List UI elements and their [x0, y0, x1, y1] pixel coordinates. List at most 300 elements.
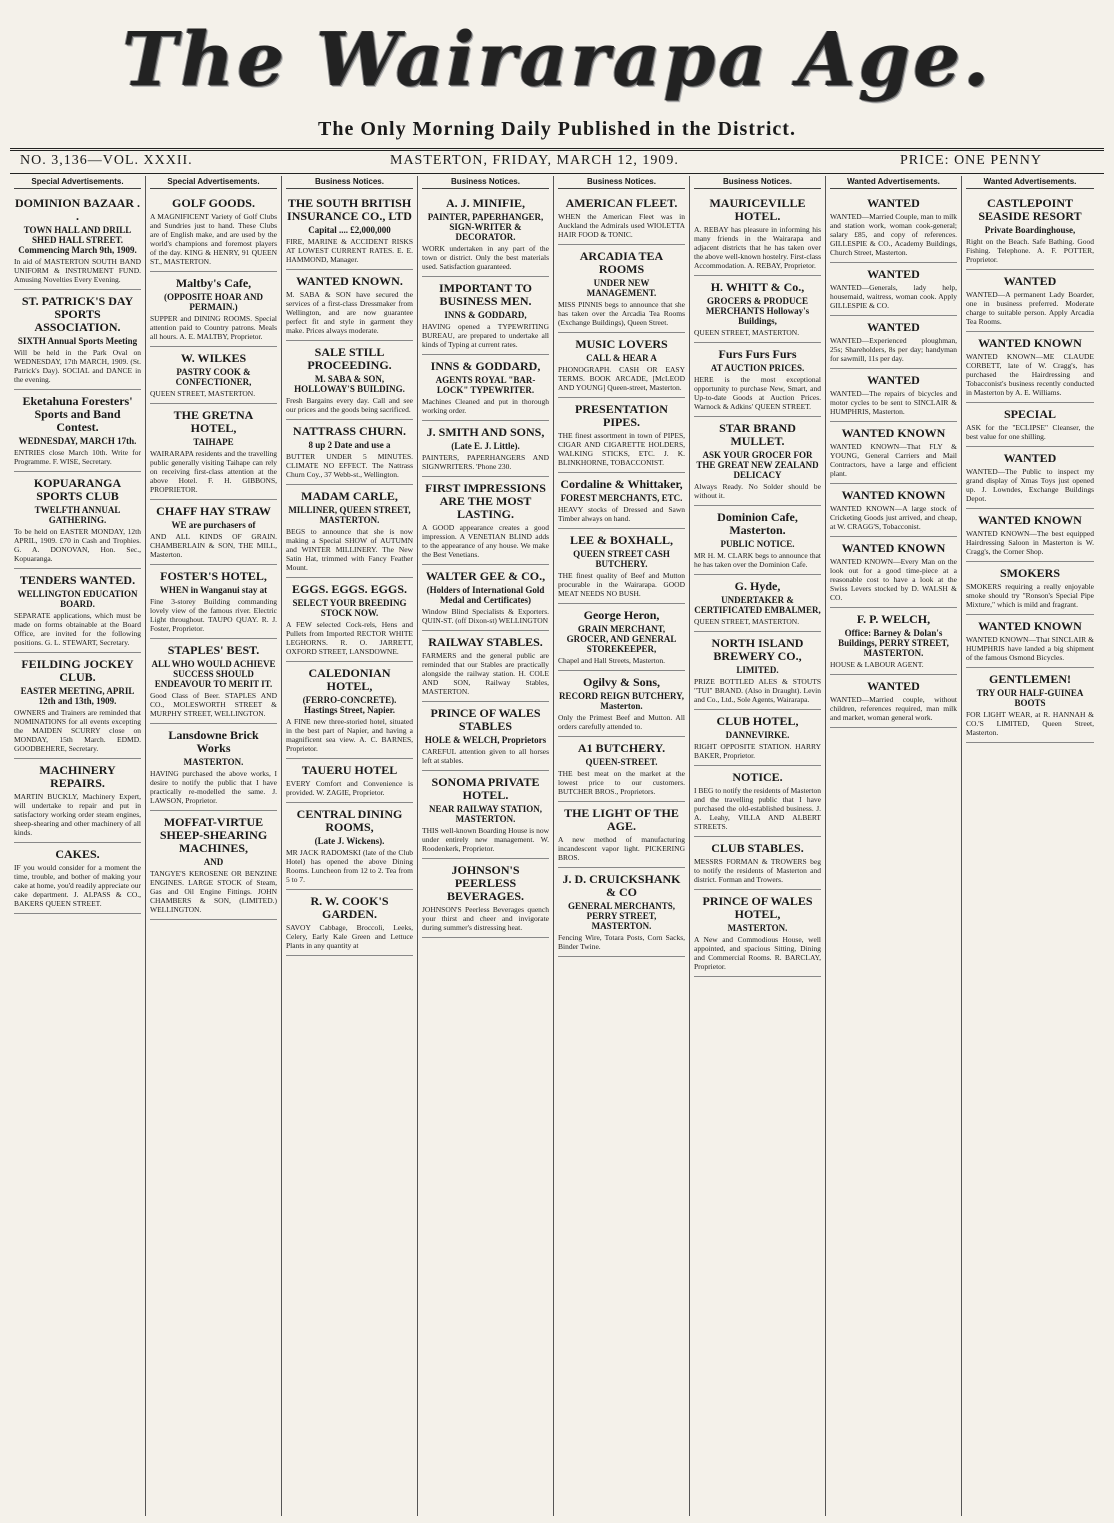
ad-subtitle: AGENTS ROYAL "BAR-LOCK" TYPEWRITER.	[435, 375, 536, 395]
ad-subtitle: GROCERS & PRODUCE MERCHANTS Holloway's Buildings,	[705, 296, 810, 326]
bottom-rule	[10, 173, 1104, 174]
advertisement	[150, 724, 277, 811]
ad-title: TAUERU HOTEL	[301, 763, 398, 777]
ad-title: EGGS. EGGS. EGGS.	[291, 582, 408, 596]
column-heading: Special Advertisements.	[14, 176, 141, 189]
newspaper-title: The Wairarapa Age.	[122, 17, 992, 103]
ad-title: CAKES.	[55, 847, 100, 861]
advertisement	[830, 484, 957, 537]
advertisement	[286, 270, 413, 341]
ad-subtitle: TRY OUR HALF-GUINEA BOOTS	[976, 688, 1084, 708]
ad-body: THIS well-known Boarding House is now under entirely new management. W. Roodenkerk, Proprietor.	[422, 826, 549, 853]
dateline	[10, 153, 1104, 171]
advertisement	[422, 421, 549, 477]
ad-body: A MAGNIFICENT Variety of Golf Clubs and Sundries just to hand. These Clubs are of English make, and are used by the world's champions and foremost players of the day. KING & HENRY, 91 QUEEN ST., MASTERTON.	[150, 212, 277, 266]
advertisement	[14, 759, 141, 843]
ad-subtitle: FOREST MERCHANTS, ETC.	[560, 493, 683, 503]
ad-body: RIGHT OPPOSITE STATION. HARRY BAKER, Proprietor.	[694, 742, 821, 760]
advertisement	[150, 500, 277, 565]
ad-body: MISS PINNIS begs to announce that she has taken over the Arcadia Tea Rooms (Exchange Buildings), Queen Street.	[558, 300, 685, 327]
ad-body: HAVING opened a TYPEWRITING BUREAU, are prepared to undertake all kinds of Typing at current rates.	[422, 322, 549, 349]
price: PRICE: ONE PENNY	[900, 153, 1043, 168]
ad-body: PRIZE BOTTLED ALES & STOUTS "TUI" BRAND. (Also in Draught). Levin and Co., Ltd., Sole Agents, Wairarapa.	[694, 677, 821, 704]
ad-title: Cordaline & Whittaker,	[560, 477, 683, 491]
advertisement	[966, 270, 1094, 332]
column-2	[146, 176, 282, 1516]
ad-title: WANTED	[867, 679, 920, 693]
ad-body: IF you would consider for a moment the time, trouble, and bother of making your cake at home, you'd readily appreciate our cake department. J. ALPASS & CO., BAKERS QUEEN STREET.	[14, 863, 141, 908]
ad-body: PAINTERS, PAPERHANGERS AND SIGNWRITERS. 'Phone 230.	[422, 453, 549, 471]
ad-subtitle: PASTRY COOK & CONFECTIONER,	[175, 367, 252, 387]
ad-subtitle: SIXTH Annual Sports Meeting	[17, 336, 138, 346]
ad-title: WANTED KNOWN	[978, 336, 1082, 350]
ad-subtitle: 8 up 2 Date and use a	[308, 440, 391, 450]
ad-title: WANTED KNOWN	[841, 541, 946, 555]
ad-body: WANTED KNOWN—ME CLAUDE CORBETT, late of W. Cragg's, has purchased the Hairdressing and Tobacconist's business recently conducted in Masterton by A. E. Williams.	[966, 352, 1094, 397]
ad-subtitle: DANNEVIRKE.	[725, 730, 790, 740]
advertisement	[966, 509, 1094, 562]
ad-subtitle: WEDNESDAY, MARCH 17th.	[18, 436, 137, 446]
advertisement	[694, 506, 821, 575]
advertisement	[558, 604, 685, 671]
advertisement	[558, 192, 685, 245]
ad-body: A new method of manufacturing incandescent vapor light. PICKERING BROS.	[558, 835, 685, 862]
ad-title: Furs Furs Furs	[718, 347, 797, 361]
column-3	[282, 176, 418, 1516]
ad-subtitle: MASTERTON.	[183, 757, 244, 767]
ad-body: MARTIN BUCKLY, Machinery Expert, will undertake to repair and put in satisfactory working order steam engines, sheep-shearing and other machinery of all kinds.	[14, 792, 141, 837]
ad-title: FIRST IMPRESSIONS ARE THE MOST LASTING.	[425, 481, 546, 521]
ad-body: Machines Cleaned and put in thorough working order.	[422, 397, 549, 415]
advertisement	[694, 192, 821, 276]
ad-title: KOPUARANGA SPORTS CLUB	[33, 476, 122, 503]
advertisement	[558, 868, 685, 957]
advertisement	[694, 276, 821, 343]
ad-title: Eketahuna Foresters' Sports and Band Contest.	[22, 394, 133, 434]
ad-body: WANTED—The Public to inspect my grand display of Xmas Toys just opened up. J. Lowndes, Exchange Buildings Depot.	[966, 467, 1094, 503]
ad-title: MUSIC LOVERS	[575, 337, 668, 351]
ad-title: SPECIAL	[1003, 407, 1056, 421]
ad-subtitle: LIMITED.	[736, 665, 779, 675]
ad-title: INNS & GODDARD,	[430, 359, 541, 373]
ad-body: WORK undertaken in any part of the town or district. Only the best materials used. Satisfaction guaranteed.	[422, 244, 549, 271]
ad-subtitle: PAINTER, PAPERHANGER, SIGN-WRITER & DECORATOR.	[427, 212, 544, 242]
ad-subtitle: QUEEN-STREET.	[585, 757, 658, 767]
advertisement	[830, 537, 957, 608]
ad-subtitle: NEAR RAILWAY STATION, MASTERTON.	[429, 804, 542, 824]
column-heading: Wanted Advertisements.	[966, 176, 1094, 189]
ad-body: CAREFUL attention given to all horses left at stables.	[422, 747, 549, 765]
ad-title: CALEDONIAN HOTEL,	[308, 666, 391, 693]
ad-title: WANTED KNOWN	[978, 513, 1082, 527]
ad-subtitle: Office: Barney & Dolan's Buildings, PERRY STREET, MASTERTON.	[838, 628, 949, 658]
ad-title: WANTED	[867, 267, 920, 281]
advertisement	[966, 332, 1094, 403]
ad-body: Always Ready. No Solder should be without it.	[694, 482, 821, 500]
newspaper-subtitle: The Only Morning Daily Published in the District.	[318, 118, 796, 140]
advertisement	[422, 355, 549, 421]
ad-subtitle: GENERAL MERCHANTS, PERRY STREET, MASTERTON.	[567, 901, 675, 931]
ad-title: WANTED	[1003, 274, 1057, 288]
advertisement	[830, 263, 957, 316]
ad-body: A. REBAY has pleasure in informing his many friends in the Wairarapa and adjacent districts that he has taken over the above well-known hostelry. First-class Accommodation. A. REBAY, Proprietor.	[694, 225, 821, 270]
ad-body: THE finest assortment in town of PIPES, CIGAR AND CIGARETTE HOLDERS, WALKING STICKS, ETC. J. K. BLINKHORNE, TOBACCONIST.	[558, 431, 685, 467]
ad-title: WANTED KNOWN	[978, 619, 1082, 633]
advertisement	[422, 702, 549, 771]
ad-title: R. W. COOK'S GARDEN.	[310, 894, 389, 921]
advertisement	[694, 837, 821, 890]
top-rule	[10, 148, 1104, 151]
ad-title: PRINCE OF WALES STABLES	[430, 706, 541, 733]
ad-body: WHEN the American Fleet was in Auckland the Admirals used WIOLETTA HAIR FOOD & TONIC.	[558, 212, 685, 239]
ad-title: JOHNSON'S PEERLESS BEVERAGES.	[446, 863, 525, 903]
ad-body: WANTED—Generals, lady help, housemaid, waitress, woman cook. Apply GILLESPIE & CO.	[830, 283, 957, 310]
advertisement	[150, 192, 277, 272]
ad-body: To be held on EASTER MONDAY, 12th APRIL, 1909. £70 in Cash and Trophies. G. A. DONOVAN, Hon. Sec., Kopuaranga.	[14, 527, 141, 563]
ad-body: Will be held in the Park Oval on WEDNESDAY, 17th MARCH, 1909. (St. Patrick's Day). SOCIAL and DANCE in the evening.	[14, 348, 141, 384]
ad-subtitle: (Late J. Wickens).	[314, 836, 385, 846]
ad-body: EVERY Comfort and Convenience is provided. W. ZAGIE, Proprietor.	[286, 779, 413, 797]
ad-title: THE GRETNA HOTEL,	[173, 408, 254, 435]
ad-body: HOUSE & LABOUR AGENT.	[830, 660, 924, 669]
ad-body: JOHNSON'S Peerless Beverages quench your thirst and cheer and invigorate during summer's distressing heat.	[422, 905, 549, 932]
advertisement	[422, 192, 549, 277]
ad-title: A1 BUTCHERY.	[577, 741, 666, 755]
ad-title: NATTRASS CHURN.	[292, 424, 407, 438]
ad-title: WANTED KNOWN	[841, 426, 946, 440]
ad-body: WANTED—Married couple, without children, references required, man milk and market, woman general work.	[830, 695, 957, 722]
ad-title: WANTED KNOWN	[841, 488, 946, 502]
ad-title: FEILDING JOCKEY CLUB.	[21, 657, 134, 684]
advertisement	[966, 615, 1094, 668]
advertisement	[422, 631, 549, 702]
ad-body: In aid of MASTERTON SOUTH BAND UNIFORM & INSTRUMENT FUND. Amusing Novelties Every Evening.	[14, 257, 141, 284]
ad-body: ASK for the "ECLIPSE" Cleanser, the best value for one shilling.	[966, 423, 1094, 441]
ad-title: GOLF GOODS.	[172, 196, 255, 210]
ad-title: STAR BRAND MULLET.	[719, 421, 796, 448]
ad-body: Good Class of Beer. STAPLES AND CO., MOLESWORTH STREET & MURPHY STREET, WELLINGTON.	[150, 691, 277, 718]
ad-title: Dominion Cafe, Masterton.	[717, 510, 798, 537]
ad-body: QUEEN STREET, MASTERTON.	[150, 389, 256, 398]
ad-subtitle: (FERRO-CONCRETE). Hastings Street, Napier.	[302, 695, 397, 715]
ad-body: WANTED—The repairs of bicycles and motor cycles to be sent to SINCLAIR & HUMPHRIS, Masterton.	[830, 389, 957, 416]
advertisement	[830, 192, 957, 263]
ad-body: PHONOGRAPH. CASH OR EASY TERMS. BOOK ARCADE, [McLEOD AND YOUNG] Queen-street, Masterton.	[558, 365, 685, 392]
ad-body: TANGYE'S KEROSENE OR BENZINE ENGINES. LARGE STOCK of Steam, Gas and Oil Engine Fittings. JOHN CHAMBERS & SON, (LIMITED.) WELLINGTON.	[150, 869, 277, 914]
ad-title: DOMINION BAZAAR . .	[14, 196, 140, 223]
ad-title: STAPLES' BEST.	[167, 643, 260, 657]
ad-body: WAIRARAPA residents and the travelling public generally visiting Taihape can rely on receiving first-class attention at the above Hotel. F. H. GIBBONS, PROPRIETOR.	[150, 449, 277, 494]
ad-body: WANTED—Experienced ploughman, 25s; Shareholders, 8s per day; handyman for sawmill, 11s per day.	[830, 336, 957, 363]
advertisement	[286, 192, 413, 270]
ad-title: WANTED	[867, 373, 920, 387]
advertisement	[694, 343, 821, 417]
ad-title: AMERICAN FLEET.	[565, 196, 678, 210]
column-5	[554, 176, 690, 1516]
ad-subtitle: Private Boardinghouse,	[984, 225, 1076, 235]
ad-title: RAILWAY STABLES.	[428, 635, 543, 649]
column-4	[418, 176, 554, 1516]
ad-title: WANTED	[867, 196, 920, 210]
ad-subtitle: RECORD REIGN BUTCHERY, Masterton.	[558, 691, 685, 711]
advertisement	[694, 710, 821, 766]
advertisement	[966, 562, 1094, 615]
ad-title: WANTED	[1003, 451, 1057, 465]
ad-title: CASTLEPOINT SEASIDE RESORT	[978, 196, 1082, 223]
advertisement	[694, 890, 821, 977]
ad-title: NORTH ISLAND BREWERY CO.,	[711, 636, 804, 663]
ad-title: FOSTER'S HOTEL,	[160, 569, 267, 583]
ad-title: GENTLEMEN!	[988, 672, 1071, 686]
advertisement	[694, 766, 821, 837]
ad-title: George Heron,	[583, 608, 660, 622]
ad-title: WANTED	[867, 320, 920, 334]
ad-body: HERE is the most exceptional opportunity to purchase New, Smart, and Up-to-date Goods at Auction Prices. Warnock & Adkins' QUEEN STREET.	[694, 375, 821, 411]
ad-subtitle: WE are purchasers of	[171, 520, 256, 530]
ad-subtitle: INNS & GODDARD,	[444, 310, 527, 320]
ad-title: PRINCE OF WALES HOTEL,	[702, 894, 813, 921]
ad-body: Only the Primest Beef and Mutton. All orders carefully attended to.	[558, 713, 685, 731]
ad-subtitle: MILLINER, QUEEN STREET, MASTERTON.	[288, 505, 411, 525]
advertisement	[830, 675, 957, 728]
column-heading: Business Notices.	[422, 176, 549, 189]
ad-body: BUTTER UNDER 5 MINUTES. CLIMATE NO EFFECT. The Nattrass Churn Coy., 37 Webb-st., Wellington.	[286, 452, 413, 479]
ad-title: THE SOUTH BRITISH INSURANCE CO., LTD	[287, 196, 412, 223]
advertisement	[694, 417, 821, 506]
advertisement	[286, 485, 413, 578]
ad-title: NOTICE.	[732, 770, 783, 784]
ad-body: WANTED KNOWN—That SINCLAIR & HUMPHRIS have landed a big shipment of the famous Osmond Bicycles.	[966, 635, 1094, 662]
ad-title: Lansdowne Brick Works	[168, 728, 259, 755]
column-heading: Business Notices.	[286, 176, 413, 189]
advertisement	[14, 290, 141, 390]
column-7	[826, 176, 962, 1516]
ad-body: FOR LIGHT WEAR, at R. HANNAH & CO.'S LIMITED, Queen Street, Masterton.	[966, 710, 1094, 737]
column-1	[10, 176, 146, 1516]
advertisement	[14, 472, 141, 569]
ad-title: MOFFAT-VIRTUE SHEEP-SHEARING MACHINES,	[159, 815, 268, 855]
ad-body: A New and Commodious House, well appointed, and spacious Sitting, Dining and Commercial Rooms. R. BARCLAY, Proprietor.	[694, 935, 821, 971]
ad-body: SMOKERS requiring a really enjoyable smoke should try "Ronson's Special Pipe Mixture," which is mild and fragrant.	[966, 582, 1094, 609]
ad-title: A. J. MINIFIE,	[445, 196, 525, 210]
ad-body: AND ALL KINDS OF GRAIN. CHAMBERLAIN & SON, THE MILL, Masterton.	[150, 532, 277, 559]
ad-subtitle: MASTERTON.	[727, 923, 788, 933]
ad-body: Chapel and Hall Streets, Masterton.	[558, 656, 666, 665]
advertisement	[422, 565, 549, 631]
ad-body: OWNERS and Trainers are reminded that NOMINATIONS for all events excepting the MAIDEN SCURRY close on MONDAY, 15th March. EDMD. GOODBEHERE, Secretary.	[14, 708, 141, 753]
ad-body: MR H. M. CLARK begs to announce that he has taken over the Dominion Cafe.	[694, 551, 821, 569]
ad-body: A FEW selected Cock-rels, Hens and Pullets from Imported RECTOR WHITE LEGHORNS. R. O. JARRETT, OXFORD STREET, LANSDOWNE.	[286, 620, 413, 656]
ad-subtitle: (Holders of International Gold Medal and Certificates)	[426, 585, 545, 605]
ad-body: WANTED KNOWN—That FLY & YOUNG, General Carriers and Mail Contractors, have a large and efficient plant.	[830, 442, 957, 478]
ad-subtitle: QUEEN STREET CASH BUTCHERY.	[573, 549, 670, 569]
advertisement	[286, 662, 413, 759]
ad-subtitle: AND	[203, 857, 224, 867]
advertisement	[558, 398, 685, 473]
advertisement	[150, 811, 277, 920]
advertisement	[694, 632, 821, 710]
ad-body: HAVING purchased the above works, I desire to notify the public that I have practically re-modelled the same. J. LAWSON, Proprietor.	[150, 769, 277, 805]
ad-title: THE LIGHT OF THE AGE.	[564, 806, 679, 833]
advertisement	[286, 341, 413, 420]
ad-body: FIRE, MARINE & ACCIDENT RISKS AT LOWEST CURRENT RATES. E. E. HAMMOND, Manager.	[286, 237, 413, 264]
ad-body: SUPPER and DINING ROOMS. Special attention paid to Country patrons. Meals all hours. A. E. MALTBY, Proprietor.	[150, 314, 277, 341]
ad-subtitle: M. SABA & SON, HOLLOWAY'S BUILDING.	[294, 374, 405, 394]
ad-subtitle: WHEN in Wanganui stay at	[159, 585, 268, 595]
ad-body: MESSRS FORMAN & TROWERS beg to notify the residents of Masterton and district. Forman and Trowers.	[694, 857, 821, 884]
ad-title: CENTRAL DINING ROOMS,	[296, 807, 403, 834]
advertisement	[422, 771, 549, 859]
ad-subtitle: (OPPOSITE HOAR AND PERMAIN.)	[163, 292, 263, 312]
ad-title: W. WILKES	[180, 351, 247, 365]
advertisement	[558, 802, 685, 868]
ad-title: Maltby's Cafe,	[175, 276, 252, 290]
ad-body: THE best meat on the market at the lowest price to our customers. BUTCHER BROS., Proprietors.	[558, 769, 685, 796]
ad-body: WANTED KNOWN—A large stock of Cricketing Goods just arrived, and cheap, at W. CRAGG'S, Tobacconist.	[830, 504, 957, 531]
ad-title: CLUB STABLES.	[711, 841, 804, 855]
masthead	[0, 0, 1114, 168]
ad-body: HEAVY stocks of Dressed and Sawn Timber always on hand.	[558, 505, 685, 523]
issue-number: NO. 3,136—VOL. XXXII.	[20, 153, 193, 168]
ad-body: Window Blind Specialists & Exporters. QUIN-ST. (off Dixon-st) WELLINGTON	[422, 607, 549, 625]
ad-subtitle: HOLE & WELCH, Proprietors	[424, 735, 547, 745]
ad-title: G. Hyde,	[734, 579, 781, 593]
ad-title: SMOKERS	[999, 566, 1060, 580]
ad-subtitle: TWELFTH ANNUAL GATHERING.	[34, 505, 121, 525]
ad-title: CLUB HOTEL,	[716, 714, 799, 728]
ad-body: Fresh Bargains every day. Call and see our prices and the goods being sacrificed.	[286, 396, 413, 414]
ad-subtitle: ASK YOUR GROCER FOR THE GREAT NEW ZEALAND DELICACY	[696, 450, 819, 480]
ad-body: SEPARATE applications, which must be made on forms obtainable at the Board Office, are invited for the following positions. G. L. STEWART, Secretary.	[14, 611, 141, 647]
ad-subtitle: CALL & HEAR A	[586, 353, 657, 363]
advertisement	[830, 608, 957, 675]
ad-body: Fencing Wire, Totara Posts, Corn Sacks, Binder Twine.	[558, 933, 685, 951]
ad-title: ARCADIA TEA ROOMS	[579, 249, 664, 276]
ad-title: MACHINERY REPAIRS.	[39, 763, 116, 790]
ad-body: Right on the Beach. Safe Bathing. Good Fishing. Telephone. A. F. POTTER, Proprietor.	[966, 237, 1094, 264]
column-8	[962, 176, 1098, 1516]
ad-subtitle: GRAIN MERCHANT, GROCER, AND GENERAL STOREKEEPER,	[566, 624, 677, 654]
advertisement	[966, 447, 1094, 509]
column-6	[690, 176, 826, 1516]
ad-title: LEE & BOXHALL,	[569, 533, 674, 547]
advertisement	[558, 333, 685, 398]
ad-body: QUEEN STREET, MASTERTON.	[694, 328, 800, 337]
ad-title: H. WHITT & Co.,	[710, 280, 805, 294]
ad-body: I BEG to notify the residents of Masterton and the travelling public that I have purchased the old-established business. J. A. Leahy, VILLA AND ALBERT STREETS.	[694, 786, 821, 831]
advertisement	[14, 390, 141, 472]
column-heading: Business Notices.	[558, 176, 685, 189]
advertisement	[286, 759, 413, 803]
column-heading: Special Advertisements.	[150, 176, 277, 189]
advertisement	[558, 473, 685, 529]
ad-title: SALE STILL PROCEEDING.	[307, 345, 392, 372]
advertisement	[422, 859, 549, 938]
ad-title: CHAFF HAY STRAW	[156, 504, 271, 518]
ad-body: Fine 3-storey Building commanding lovely view of the famous river. Electric Light throughout. TAUPO QUAY. R. J. Foster, Proprietor.	[150, 597, 277, 633]
advertisement	[14, 653, 141, 759]
ad-body: WANTED—Married Couple, man to milk and station work, woman cook-general; salary £85, and copy of references. GILLESPIE & CO., Academy Buildings, Church Street, Masterton.	[830, 212, 957, 257]
advertisement	[558, 737, 685, 802]
advertisement	[558, 529, 685, 604]
advertisement	[14, 843, 141, 914]
ad-body: WANTED KNOWN—Every Man on the look out for a good time-piece at a reasonable cost to have a look at the Swiss Levers stocked by D. WALSH & CO.	[830, 557, 957, 602]
ad-subtitle: TOWN HALL AND DRILL SHED HALL STREET. Commencing March 9th, 1909.	[18, 225, 137, 255]
advertisement	[830, 369, 957, 422]
advertisement	[694, 575, 821, 632]
ad-body: WANTED—A permanent Lady Boarder, one in business preferred. Moderate charge to suitable person. Apply Arcadia Tea Rooms.	[966, 290, 1094, 326]
advertisement	[830, 422, 957, 484]
advertisement	[150, 404, 277, 500]
ad-subtitle: UNDER NEW MANAGEMENT.	[586, 278, 657, 298]
ad-title: TENDERS WANTED.	[19, 573, 136, 587]
advertisement	[422, 277, 549, 355]
advertisement	[286, 420, 413, 485]
ad-subtitle: WELLINGTON EDUCATION BOARD.	[17, 589, 138, 609]
ad-subtitle: EASTER MEETING, APRIL 12th and 13th, 1909.	[20, 686, 135, 706]
column-heading: Business Notices.	[694, 176, 821, 189]
ad-title: Ogilvy & Sons,	[582, 675, 660, 689]
advertisement	[150, 347, 277, 404]
advertisement	[150, 639, 277, 724]
ad-body: A GOOD appearance creates a good impression. A VENETIAN BLIND adds to the appearance of any house. We make the Best Venetians.	[422, 523, 549, 559]
ad-title: MADAM CARLE,	[301, 489, 398, 503]
advertisement	[150, 272, 277, 347]
ad-subtitle: Capital .... £2,000,000	[308, 225, 391, 235]
advertisement	[558, 245, 685, 333]
ad-body: ENTRIES close March 10th. Write for Programme. F. WISE, Secretary.	[14, 448, 141, 466]
advertisement	[830, 316, 957, 369]
ad-body: MR JACK RADOMSKI (late of the Club Hotel) has opened the above Dining Rooms. Luncheon from 12 to 2. Tea from 5 to 7.	[286, 848, 413, 884]
ad-title: MAURICEVILLE HOTEL.	[709, 196, 806, 223]
ad-title: WALTER GEE & CO.,	[425, 569, 546, 583]
ad-title: SONOMA PRIVATE HOTEL.	[431, 775, 540, 802]
advertisement	[286, 803, 413, 890]
ad-title: J. SMITH AND SONS,	[426, 425, 545, 439]
advertisement	[966, 403, 1094, 447]
ad-body: THE finest quality of Beef and Mutton procurable in the Wairarapa. GOOD MEAT NEEDS NO BUSH.	[558, 571, 685, 598]
ad-title: J. D. CRUICKSHANK & CO	[562, 872, 681, 899]
advertisement	[966, 668, 1094, 743]
advertisement	[286, 578, 413, 662]
ad-title: PRESENTATION PIPES.	[575, 402, 668, 429]
advertisement	[286, 890, 413, 956]
ad-body: WANTED KNOWN—The best equipped Hairdressing Saloon in Masterton is W. Cragg's, the Corner Shop.	[966, 529, 1094, 556]
advertisement	[14, 192, 141, 290]
ad-body: FARMERS and the general public are reminded that our Stables are practically alongside the railway station. H. COLE AND SON, Railway Stables, MASTERTON.	[422, 651, 549, 696]
ad-body: SAVOY Cabbage, Broccoli, Leeks, Celery, Early Kale Green and Lettuce Plants in any quantity at	[286, 923, 413, 950]
advertisement	[558, 671, 685, 737]
ad-body: BEGS to announce that she is now making a Special SHOW of AUTUMN and WINTER MILLINERY. The New Satin Hat, trimmed with Fancy Feather Mount.	[286, 527, 413, 572]
place-date: MASTERTON, FRIDAY, MARCH 12, 1909.	[390, 153, 679, 168]
ad-subtitle: SELECT YOUR BREEDING STOCK NOW.	[292, 598, 407, 618]
ad-subtitle: (Late E. J. Little).	[451, 441, 520, 451]
ad-title: WANTED KNOWN.	[296, 274, 403, 288]
column-heading: Wanted Advertisements.	[830, 176, 957, 189]
advertisement	[966, 192, 1094, 270]
ad-body: QUEEN STREET, MASTERTON.	[694, 617, 800, 626]
ad-title: F. P. WELCH,	[856, 612, 931, 626]
ad-subtitle: AT AUCTION PRICES.	[710, 363, 805, 373]
ad-title: IMPORTANT TO BUSINESS MEN.	[438, 281, 533, 308]
columns-container	[10, 176, 1104, 1516]
ad-subtitle: UNDERTAKER & CERTIFICATED EMBALMER,	[694, 595, 821, 615]
advertisement	[422, 477, 549, 565]
ad-subtitle: TAIHAPE	[193, 437, 234, 447]
ad-subtitle: PUBLIC NOTICE.	[720, 539, 795, 549]
advertisement	[150, 565, 277, 639]
ad-title: ST. PATRICK'S DAY SPORTS ASSOCIATION.	[21, 294, 134, 334]
